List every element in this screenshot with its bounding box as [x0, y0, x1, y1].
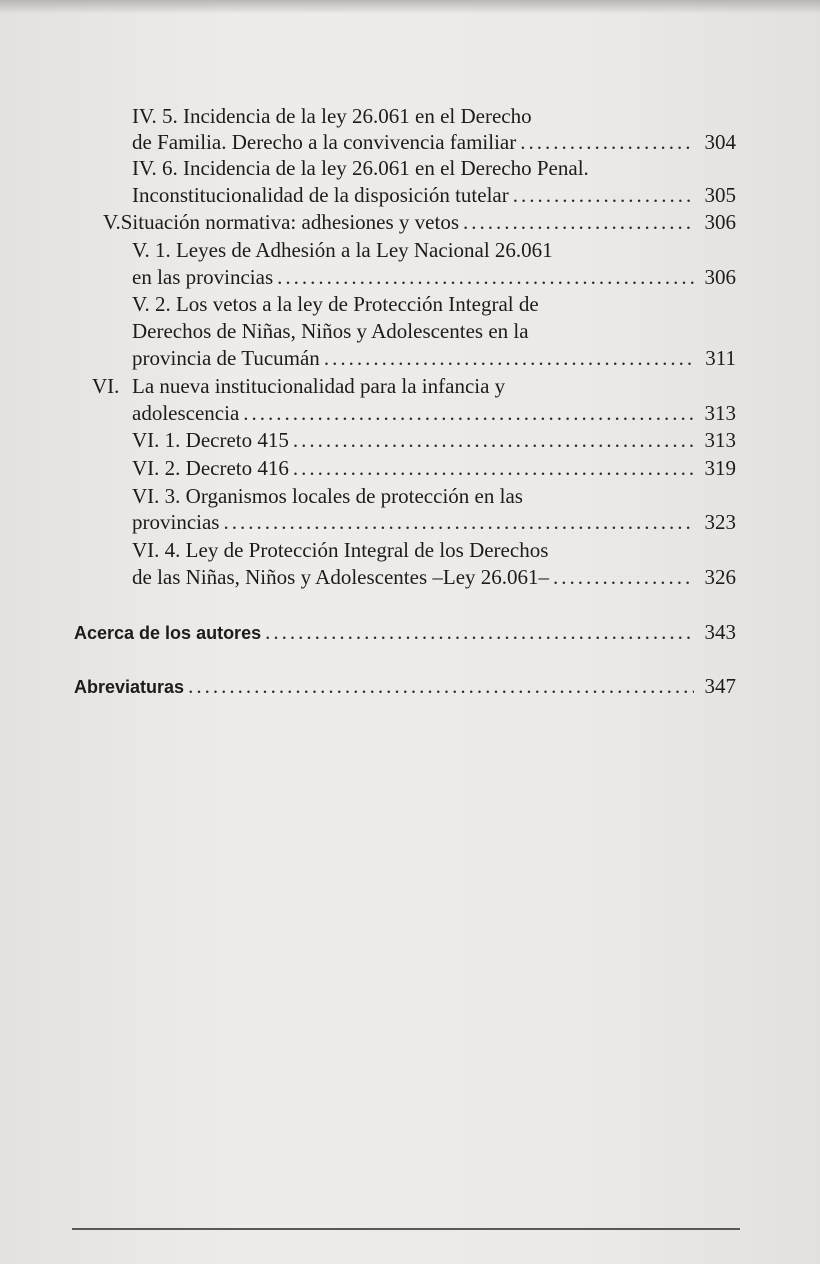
- toc-entry-number: VI. 2.: [132, 456, 181, 480]
- toc-entry-text: Decreto 416: [185, 456, 289, 480]
- toc-entry-text: Incidencia de la ley 26.061 en el Derecho: [182, 104, 532, 128]
- toc-entry-line: [132, 536, 736, 564]
- toc-entry-line: [103, 208, 736, 236]
- toc-entry-line: [132, 236, 736, 264]
- toc-entry-number: IV. 5.: [132, 104, 178, 128]
- toc-entry-line: [132, 128, 736, 156]
- toc-entry-number: V.: [103, 210, 121, 234]
- toc-entry-number: IV. 6.: [132, 156, 178, 180]
- toc-entry-text: Derechos de Niñas, Niños y Adolescentes en la: [132, 319, 529, 343]
- dot-leader: [277, 263, 694, 291]
- toc-entry-line: [132, 102, 732, 130]
- toc-entry-text: de Familia. Derecho a la convivencia familiar: [132, 130, 517, 154]
- toc-entry-text: Inconstitucionalidad de la disposición tutelar: [132, 183, 509, 207]
- dot-leader: [293, 454, 694, 482]
- toc-entry-line: [132, 482, 736, 510]
- dot-leader: [243, 399, 694, 427]
- dot-leader: [188, 672, 694, 700]
- bottom-rule: [72, 1228, 740, 1230]
- toc-page-number: 343: [704, 620, 736, 644]
- toc-entry-text: Incidencia de la ley 26.061 en el Derecho Penal.: [182, 156, 589, 180]
- dot-leader: [513, 181, 694, 209]
- dot-leader: [265, 618, 694, 646]
- toc-page-number: 319: [704, 456, 736, 480]
- toc-entry-text: Ley de Protección Integral de los Derechos: [185, 538, 549, 562]
- toc-entry-text: adolescencia: [132, 401, 240, 425]
- toc-entry-line: [132, 290, 736, 318]
- toc-entry-text: de las Niñas, Niños y Adolescentes –Ley 26.061–: [132, 565, 550, 589]
- toc-page-number: 306: [704, 210, 736, 234]
- toc-section-line: [74, 618, 736, 646]
- toc-entry-line: [132, 344, 736, 372]
- toc-entry-line: [132, 317, 736, 345]
- dot-leader: [520, 128, 694, 156]
- toc-page-number: 323: [704, 510, 736, 534]
- toc-section-title: Acerca de los autores: [74, 623, 262, 643]
- toc-entry-text: La nueva institucionalidad para la infancia y: [132, 374, 506, 398]
- toc-page-number: 313: [704, 428, 736, 452]
- toc-entry-text: Situación normativa: adhesiones y vetos: [120, 210, 459, 234]
- toc-entry-number: VI.: [92, 374, 120, 398]
- toc-entry-text: provincias: [132, 510, 220, 534]
- toc-entry-text: provincia de Tucumán: [132, 346, 320, 370]
- dot-leader: [293, 426, 694, 454]
- toc-entry-line: [132, 454, 736, 482]
- toc-entry-line: [132, 154, 736, 182]
- dot-leader: [553, 563, 694, 591]
- toc-entry-number: VI. 3.: [132, 484, 181, 508]
- toc-entry-line: [132, 263, 736, 291]
- toc-page-number: 304: [704, 130, 736, 154]
- toc-entry-number: V. 1.: [132, 238, 171, 262]
- dot-leader: [223, 508, 694, 536]
- toc-entry-text: Organismos locales de protección en las: [185, 484, 523, 508]
- toc-page-number: 313: [704, 401, 736, 425]
- toc-entry-text: Leyes de Adhesión a la Ley Nacional 26.061: [175, 238, 553, 262]
- toc-entry-line: [132, 181, 736, 209]
- toc-section-title: Abreviaturas: [74, 677, 185, 697]
- dot-leader: [463, 208, 694, 236]
- toc-entry-number: VI. 1.: [132, 428, 181, 452]
- toc-entry-line: [132, 508, 736, 536]
- dot-leader: [324, 344, 694, 372]
- toc-page-number: 305: [704, 183, 736, 207]
- toc-entry-text: Decreto 415: [185, 428, 289, 452]
- toc-entry-number: V. 2.: [132, 292, 171, 316]
- toc-page-number: 311: [705, 346, 736, 370]
- toc-entry-number: VI. 4.: [132, 538, 181, 562]
- toc-entry-text: Los vetos a la ley de Protección Integral de: [175, 292, 539, 316]
- toc-entry-text: en las provincias: [132, 265, 274, 289]
- toc-section-line: [74, 672, 736, 700]
- toc-entry-line: [132, 563, 736, 591]
- toc-entry-line: [132, 399, 736, 427]
- toc-page-number: 347: [704, 674, 736, 698]
- toc-page-number: 326: [704, 565, 736, 589]
- toc-entry-line: [92, 372, 736, 400]
- toc-entry-line: [132, 426, 736, 454]
- toc-page-number: 306: [704, 265, 736, 289]
